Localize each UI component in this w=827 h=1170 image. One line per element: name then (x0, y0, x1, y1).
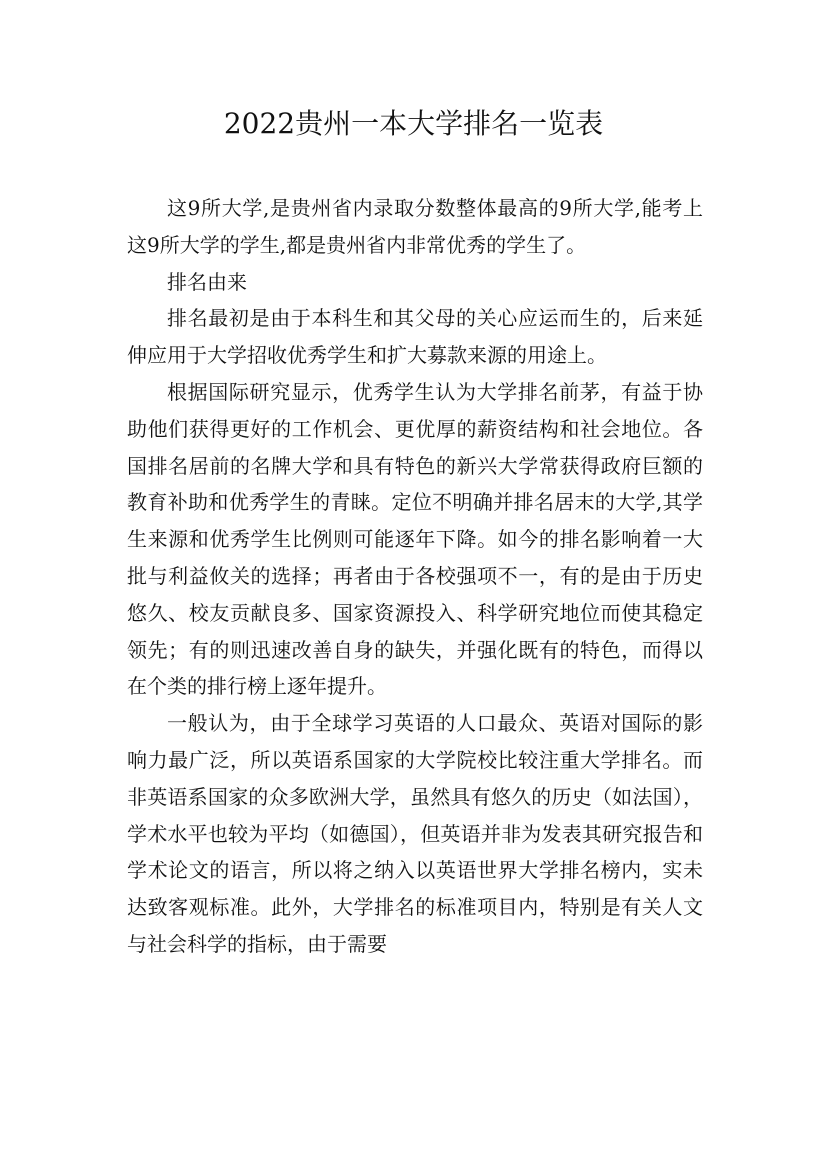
paragraph-research: 根据国际研究显示，优秀学生认为大学排名前茅，有益于协助他们获得更好的工作机会、更优厚的薪资结构和社会地位。各国排名居前的名牌大学和具有特色的新兴大学常获得政府巨额的教育补助和优秀学生的青睐。定位不明确并排名居末的大学,其学生来源和优秀学生比例则可能逐年下降。如今的排名影响着一大批与利益攸关的选择；再者由于各校强项不一，有的是由于历史悠久、校友贡献良多、国家资源投入、科学研究地位而使其稳定领先；有的则迅速改善自身的缺失，并强化既有的特色，而得以在个类的排行榜上逐年提升。 (127, 379, 703, 699)
document-body (127, 190, 703, 963)
section-heading-origin: 排名由来 (167, 269, 247, 294)
paragraph-origin: 排名最初是由于本科生和其父母的关心应运而生的，后来延伸应用于大学招收优秀学生和扩大募款来源的用途上。 (127, 306, 703, 368)
paragraph-intro: 这9所大学,是贵州省内录取分数整体最高的9所大学,能考上这9所大学的学生,都是贵州省内非常优秀的学生了。 (127, 196, 703, 257)
paragraph-english: 一般认为，由于全球学习英语的人口最众、英语对国际的影响力最广泛，所以英语系国家的大学院校比较注重大学排名。而非英语系国家的众多欧洲大学，虽然具有悠久的历史（如法国），学术水平也较为平均（如德国），但英语并非为发表其研究报告和学术论文的语言，所以将之纳入以英语世界大学排名榜内，实未达致客观标准。此外，大学排名的标准项目内，特别是有关人文与社会科学的指标，由于需要 (127, 711, 703, 956)
document-title: 2022贵州一本大学排名一览表 (223, 107, 604, 140)
